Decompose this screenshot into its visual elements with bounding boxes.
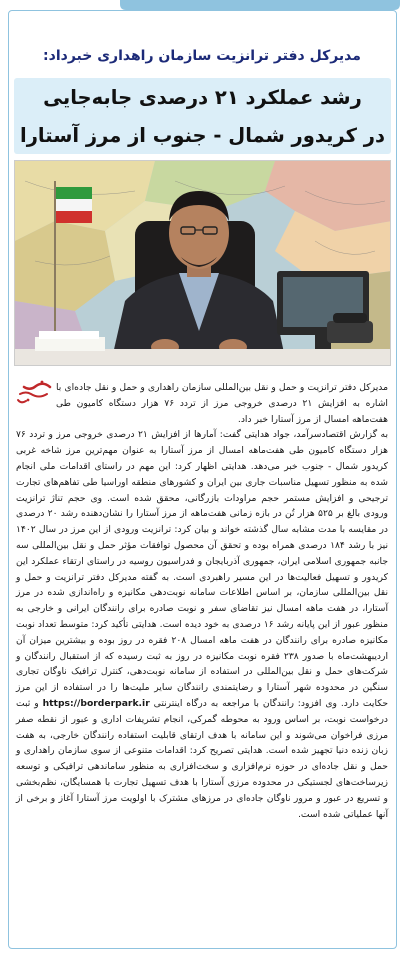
article-kicker: مدیرکل دفتر ترانزیت سازمان راهداری خبرداد:	[43, 48, 361, 64]
article-body	[16, 380, 388, 940]
website-link[interactable]: https://borderpark.ir	[42, 697, 150, 709]
headline-box	[14, 78, 391, 154]
article-photo	[14, 160, 391, 366]
headline-line-2: در کریدور شمال - جنوب از مرز آستارا	[20, 124, 385, 147]
paragraph-main	[16, 427, 388, 822]
headline-line-1: رشد عملکرد ۲۱ درصدی جابه‌جایی	[43, 86, 362, 109]
paragraph-lead: مدیرکل دفتر ترانزیت و حمل و نقل بین‌المللی سازمان راهداری و حمل و نقل جاده‌ای با اشاره به افزایش ۲۱ درصدی خروجی مرز از تردد ۷۶ هزار دستگاه کامیون طی هفت‌ماهه امسال از مرز آستارا خبر داد.	[56, 382, 388, 425]
paragraph-tail-text: و ثبت درخواست نوبت، بر اساس ورود به محوطه گمرکی، انجام تشریفات اداری و عبور از نقطه صفر مرزی فراخوان می‌شوند و این سامانه با هدف ارتقای قابلیت استفاده رانندگان خارجی، به هفت زبان زنده دنیا تجهیز شده است. هدایتی تصریح کرد: اقدامات متنوعی از سوی سازمان راهداری و حمل و نقل جاده‌ای در حوزه نرم‌افزاری و سخت‌افزاری به منظور ساماندهی ترافیکی و توسعه زیرساخت‌های لجستیکی در محدوده مرزی آستارا با هدف تسهیل تجارت با همسایگان، نظم‌بخشی و تسریع در عبور و مرور ناوگان جاده‌ای در مرزهای مشترک با اولویت مرز آستارا آغاز و برخی از آنها عملیاتی شده است.	[16, 697, 388, 820]
paragraph-main-text: به گزارش اقتصادسرآمد، جواد هدایتی گفت: آمارها از افزایش ۲۱ درصدی خروجی مرز و تردد ۷۶ هزار دستگاه کامیون طی هفت‌ماهه امسال از مرز آستارا به عنوان مهم‌ترین مرز شاخه غربی کریدور شمال - جنوب خبر می‌دهد. هدایتی اظهار کرد: این مهم در راستای اقدامات ملی انجام شده به منظور تسهیل مناسبات جاری بین ایران و کشورهای منطقه اوراسیا طی تفاهم‌های تجارت ترجیحی و افزایش مستمر حجم مراودات بازرگانی، محقق شده است. وی حجم تناژ ترانزیت ورودی بالغ بر ۵۲۵ هزار تُن در بازه زمانی هفت‌ماهه از مرز آستارا را نشان‌دهنده رشد ۲۰ درصدی در مقایسه با مدت مشابه سال گذشته خواند و بیان کرد: ترانزیت ورودی از این مرز در سال ۱۴۰۲ نیز با رشد ۱۸۴ درصدی همراه بوده و تحقق آن محصول توافقات مؤثر حمل و نقل بین‌المللی سه جانبه جمهوری اسلامی ایران، جمهوری آذربایجان و فدراسیون روسیه در راستای ارتقاء عملکرد این کریدور و تسهیل فعالیت‌ها در این مسیر راهبردی است. به گفته مدیرکل دفتر ترانزیت و حمل و نقل بین‌المللی سازمان، بر اساس اطلاعات سامانه نوبت‌دهی مکانیزه و راه‌اندازی شده در مرز آستارا، در هفت ماهه امسال نیز تقاضای سفر و نوبت صادره برای رانندگان ایرانی و خارجی به منظور عبور از این پایانه رشد ۱۶ درصدی به خود دیده است. هدایتی تأکید کرد: متوسط تعداد نوبت مکانیزه صادره برای رانندگان در هفت ماهه امسال ۲۰۸ فقره در روز بوده و بیشترین میزان آن اردیبهشت‌ماه با صدور ۲۳۸ فقره نوبت مکانیزه در روز به ثبت رسیده که از استقبال رانندگان و شرکت‌های حمل و نقل بین‌المللی در استفاده از سامانه نوبت‌دهی، کنترل ترافیک ناوگان تجاری سنگین در محدوده شهر آستارا و رضایتمندی رانندگان سایر ملیت‌ها را در استفاده از این مرز حکایت دارد. وی افزود: رانندگان با مراجعه به درگاه اینترنتی	[16, 429, 389, 709]
frame-top-tab	[0, 0, 405, 14]
